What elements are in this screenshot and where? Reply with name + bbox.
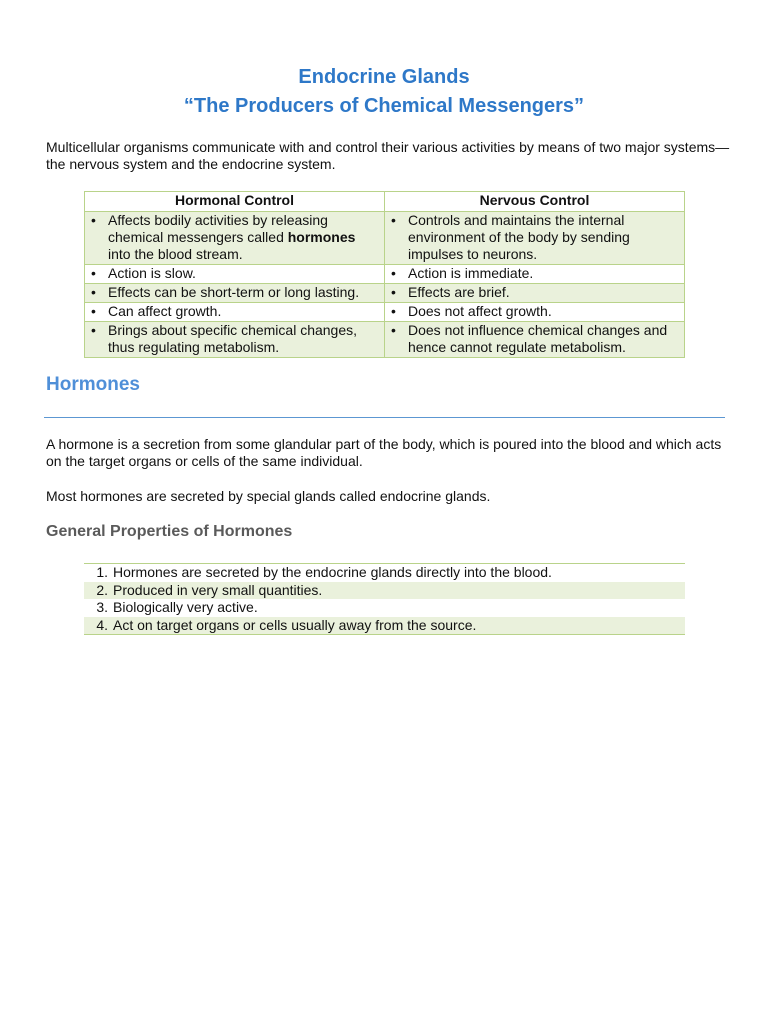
bullet-icon: • [391,284,396,300]
table-row [85,303,685,322]
table-row [85,284,685,303]
bullet-icon: • [91,284,96,300]
list-text: Hormones are secreted by the endocrine glands directly into the blood. [113,564,552,580]
list-item [84,564,685,582]
cell-text: Does not influence chemical changes and hence cannot regulate metabolism. [408,322,668,355]
table-cell [85,212,385,265]
bullet-icon: • [91,303,96,319]
table-row [85,212,685,265]
list-text: Act on target organs or cells usually away from the source. [113,616,477,633]
properties-list [84,563,685,635]
table-cell [385,212,685,265]
list-number: 3. [96,599,108,615]
page-title: Endocrine Glands [298,66,470,88]
subsection-heading-properties: General Properties of Hormones [46,523,293,540]
header-hormonal-control: Hormonal Control [85,192,385,212]
cell-text: Controls and maintains the internal environment of the body by sending impulses to neurons. [408,212,630,262]
bullet-icon: • [91,322,96,338]
cell-text: Effects are brief. [408,284,510,300]
list-text: Produced in very small quantities. [113,581,323,598]
bullet-icon: • [91,265,96,281]
list-item [84,617,685,635]
table-cell [385,284,685,303]
cell-text: Does not affect growth. [408,303,552,319]
table-cell [85,284,385,303]
hormone-glands-paragraph: Most hormones are secreted by special glands called endocrine glands. [46,488,491,504]
list-number: 2. [96,581,108,598]
cell-text: Can affect growth. [108,303,222,319]
table-cell [85,265,385,284]
comparison-table [84,191,685,358]
table-cell [385,265,685,284]
bullet-icon: • [91,212,96,228]
bullet-icon: • [391,212,396,228]
intro-paragraph: Multicellular organisms communicate with and control their various activities by means of two major systems—the nervous system and the endocrine system. [46,139,730,172]
cell-text: Brings about specific chemical changes, thus regulating metabolism. [108,322,358,355]
table-row [85,265,685,284]
cell-text-part: into the blood stream. [108,246,243,262]
list-item [84,582,685,600]
list-text: Biologically very active. [113,599,258,615]
table-cell [85,322,385,358]
cell-text-part: Affects bodily activities by releasing chemical messengers called [108,212,328,245]
list-number: 1. [96,564,108,580]
list-number: 4. [96,616,108,633]
cell-text: Action is slow. [108,265,196,281]
cell-text: Effects can be short-term or long lasting. [108,284,360,300]
hormone-definition-paragraph: A hormone is a secretion from some glandular part of the body, which is poured into the blood and which acts on the target organs or cells of the same individual. [46,436,722,469]
table-header-row [85,192,685,212]
bullet-icon: • [391,303,396,319]
table-cell [85,303,385,322]
section-heading-hormones: Hormones [46,374,140,395]
bold-term: hormones [287,229,356,245]
cell-text [108,212,379,263]
section-divider [44,417,725,418]
list-item [84,599,685,617]
cell-text: Action is immediate. [408,265,534,281]
bullet-icon: • [391,265,396,281]
table-row [85,322,685,358]
table-cell [385,303,685,322]
table-cell [385,322,685,358]
bullet-icon: • [391,322,396,338]
header-nervous-control: Nervous Control [385,192,685,212]
page-subtitle: “The Producers of Chemical Messengers” [183,95,585,117]
